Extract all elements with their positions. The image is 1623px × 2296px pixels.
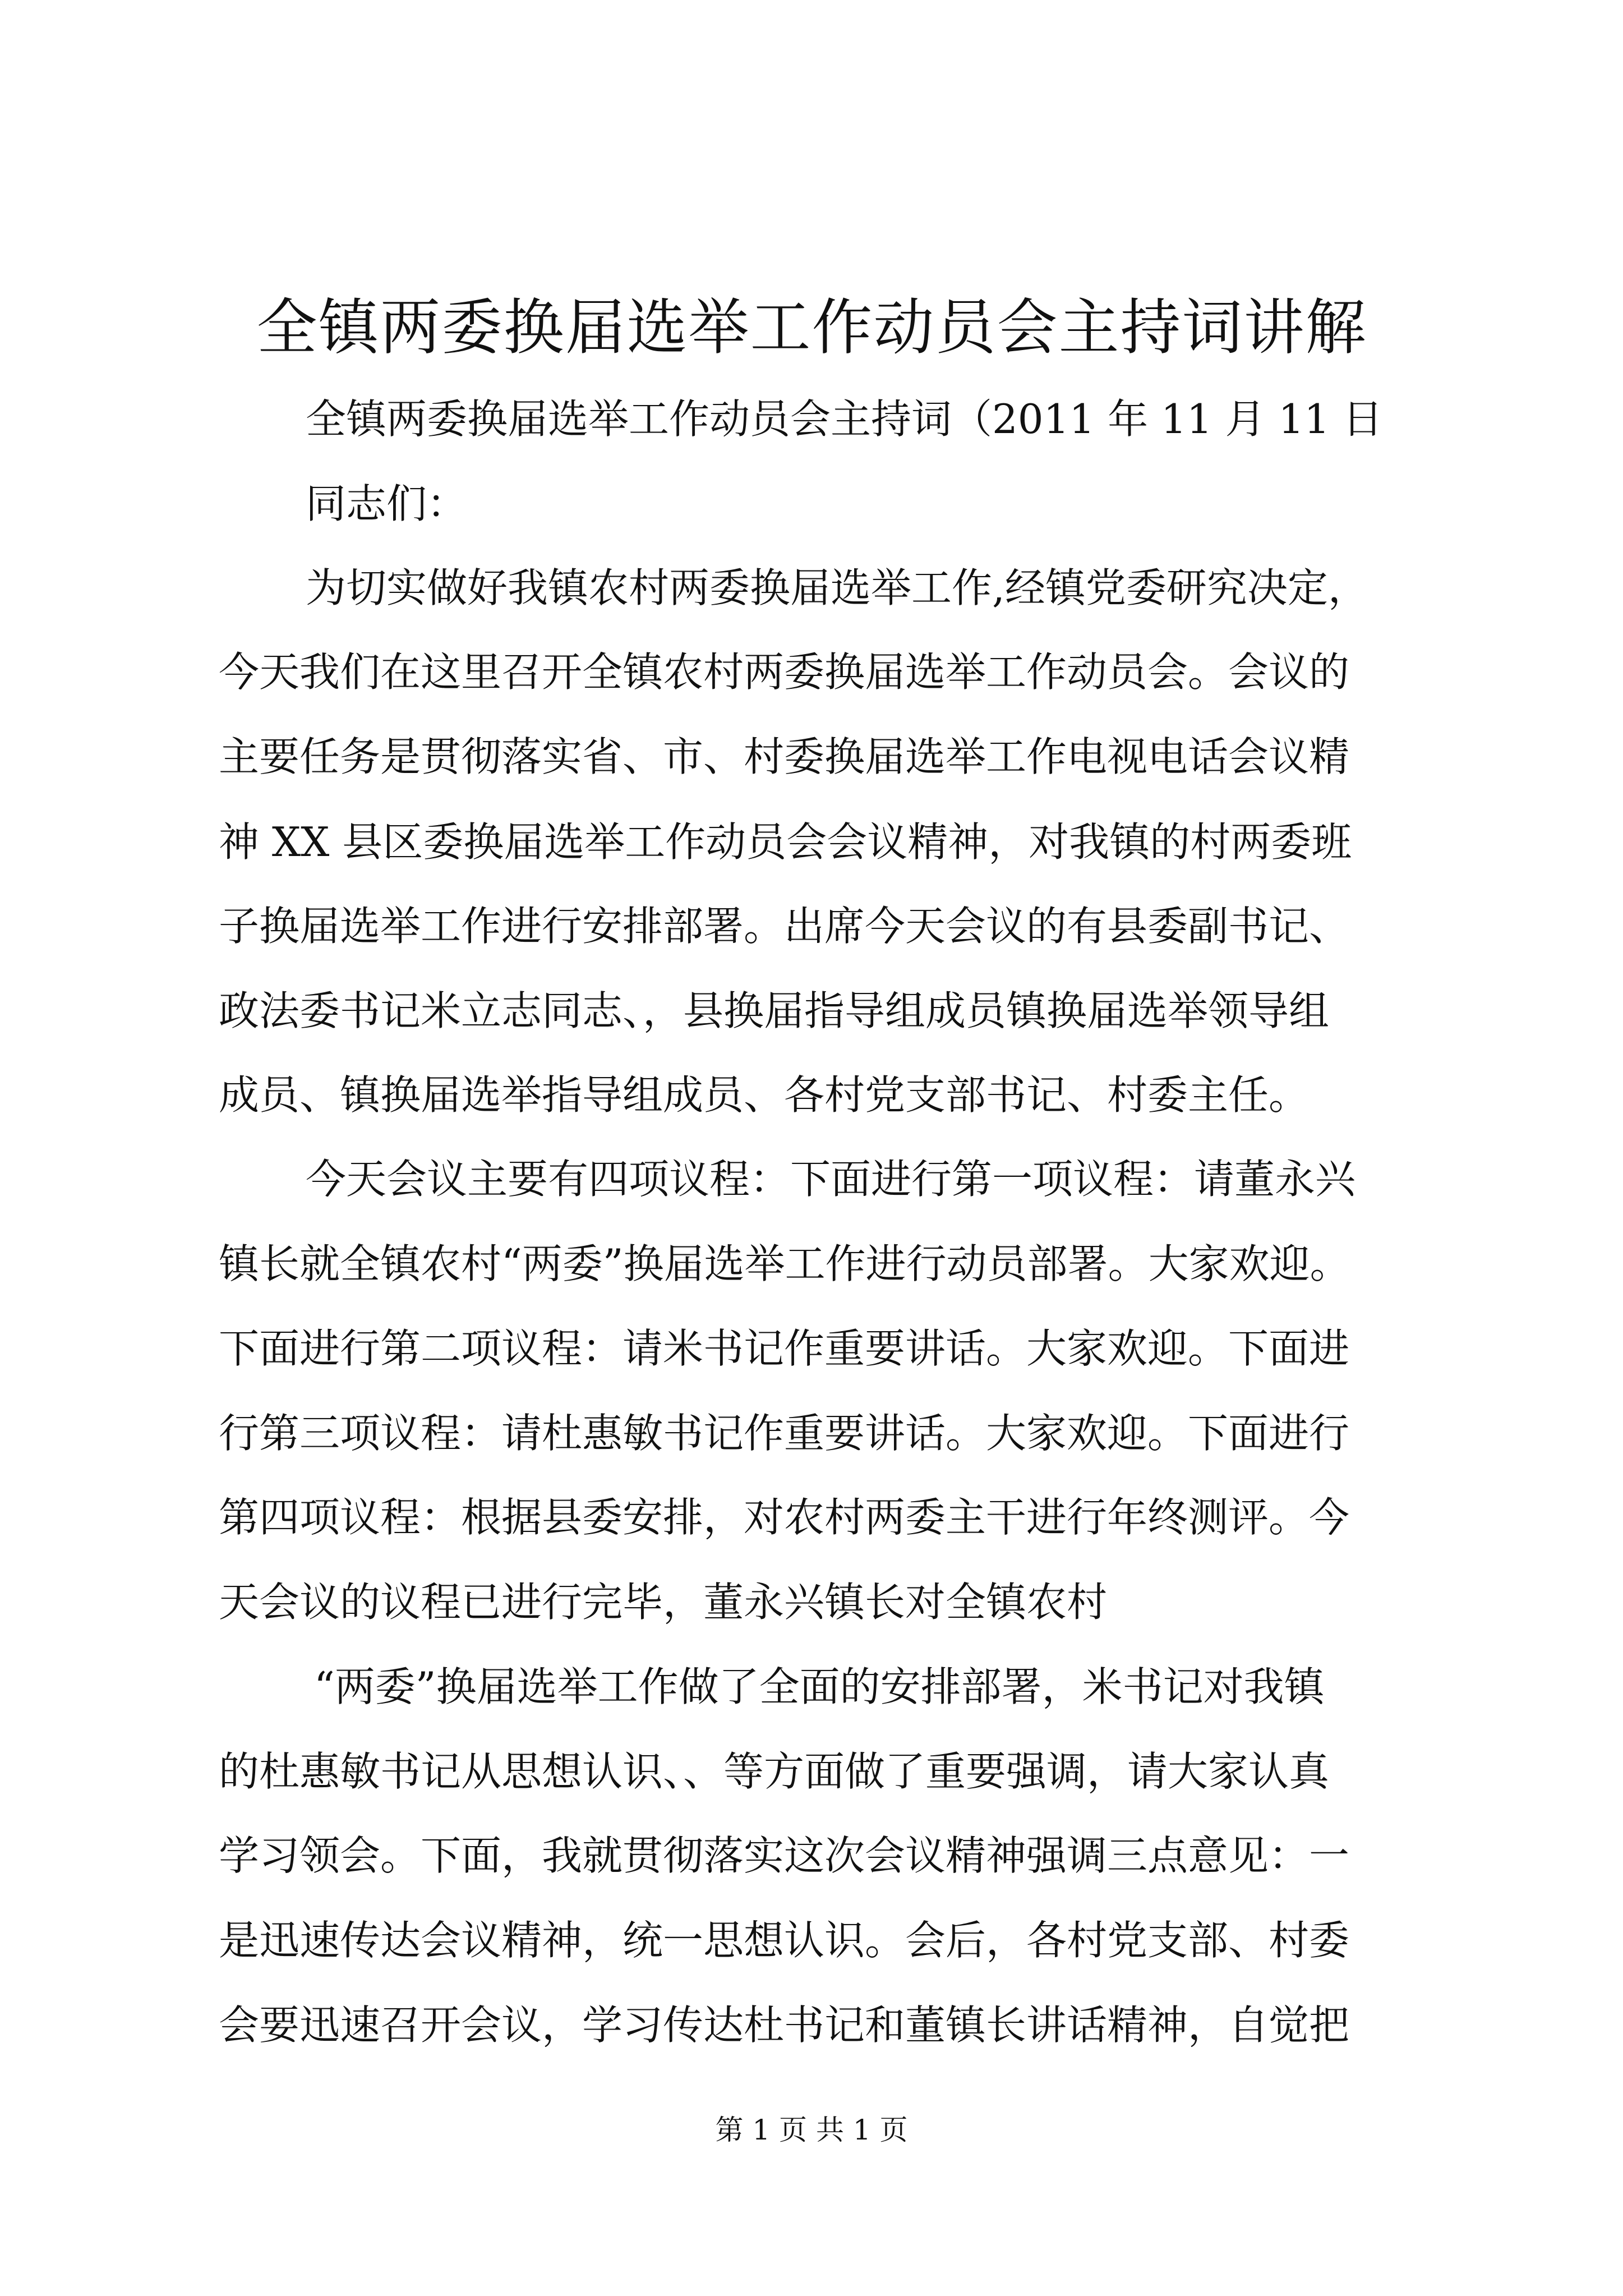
page-footer: 第 1 页 共 1 页 <box>715 2114 908 2146</box>
document-title: 全镇两委换届选举工作动员会主持词讲解 <box>256 293 1367 363</box>
body-line: 今天会议主要有四项议程：下面进行第一项议程：请董永兴 <box>306 1156 1356 1203</box>
body-line: 是迅速传达会议精神，统一思想认识。会后，各村党支部、村委 <box>219 1917 1350 1964</box>
body-line: 镇长就全镇农村“两委”换届选举工作进行动员部署。大家欢迎。 <box>219 1240 1350 1287</box>
body-line: 今天我们在这里召开全镇农村两委换届选举工作动员会。会议的 <box>219 648 1350 696</box>
body-line: 的杜惠敏书记从思想认识、、等方面做了重要强调，请大家认真 <box>219 1748 1330 1795</box>
body-line: 下面进行第二项议程：请米书记作重要讲话。大家欢迎。下面进 <box>219 1325 1350 1372</box>
body-line: 成员、镇换届选举指导组成员、各村党支部书记、村委主任。 <box>219 1071 1310 1119</box>
body-line: 子换届选举工作进行安排部署。出席今天会议的有县委副书记、 <box>219 903 1350 950</box>
body-line: 行第三项议程：请杜惠敏书记作重要讲话。大家欢迎。下面进行 <box>219 1410 1350 1457</box>
body-line: 天会议的议程已进行完毕，董永兴镇长对全镇农村 <box>219 1579 1108 1626</box>
body-line: 学习领会。下面，我就贯彻落实这次会议精神强调三点意见：一 <box>219 1832 1350 1879</box>
body-line: 会要迅速召开会议，学习传达杜书记和董镇长讲话精神，自觉把 <box>219 2001 1350 2049</box>
body-line: 神 XX 县区委换届选举工作动员会会议精神，对我镇的村两委班 <box>219 818 1352 866</box>
body-line: “两委”换届选举工作做了全面的安排部署，米书记对我镇 <box>314 1663 1325 1710</box>
body-line: 同志们： <box>306 480 468 527</box>
body-line: 主要任务是贯彻落实省、市、村委换届选举工作电视电话会议精 <box>219 733 1350 780</box>
body-line: 为切实做好我镇农村两委换届选举工作,经镇党委研究决定， <box>306 564 1368 611</box>
body-line: 政法委书记米立志同志、，县换届指导组成员镇换届选举领导组 <box>219 987 1330 1034</box>
body-line: 全镇两委换届选举工作动员会主持词（2011 年 11 月 11 日 <box>306 395 1383 443</box>
body-line: 第四项议程：根据县委安排，对农村两委主干进行年终测评。今 <box>219 1494 1350 1541</box>
